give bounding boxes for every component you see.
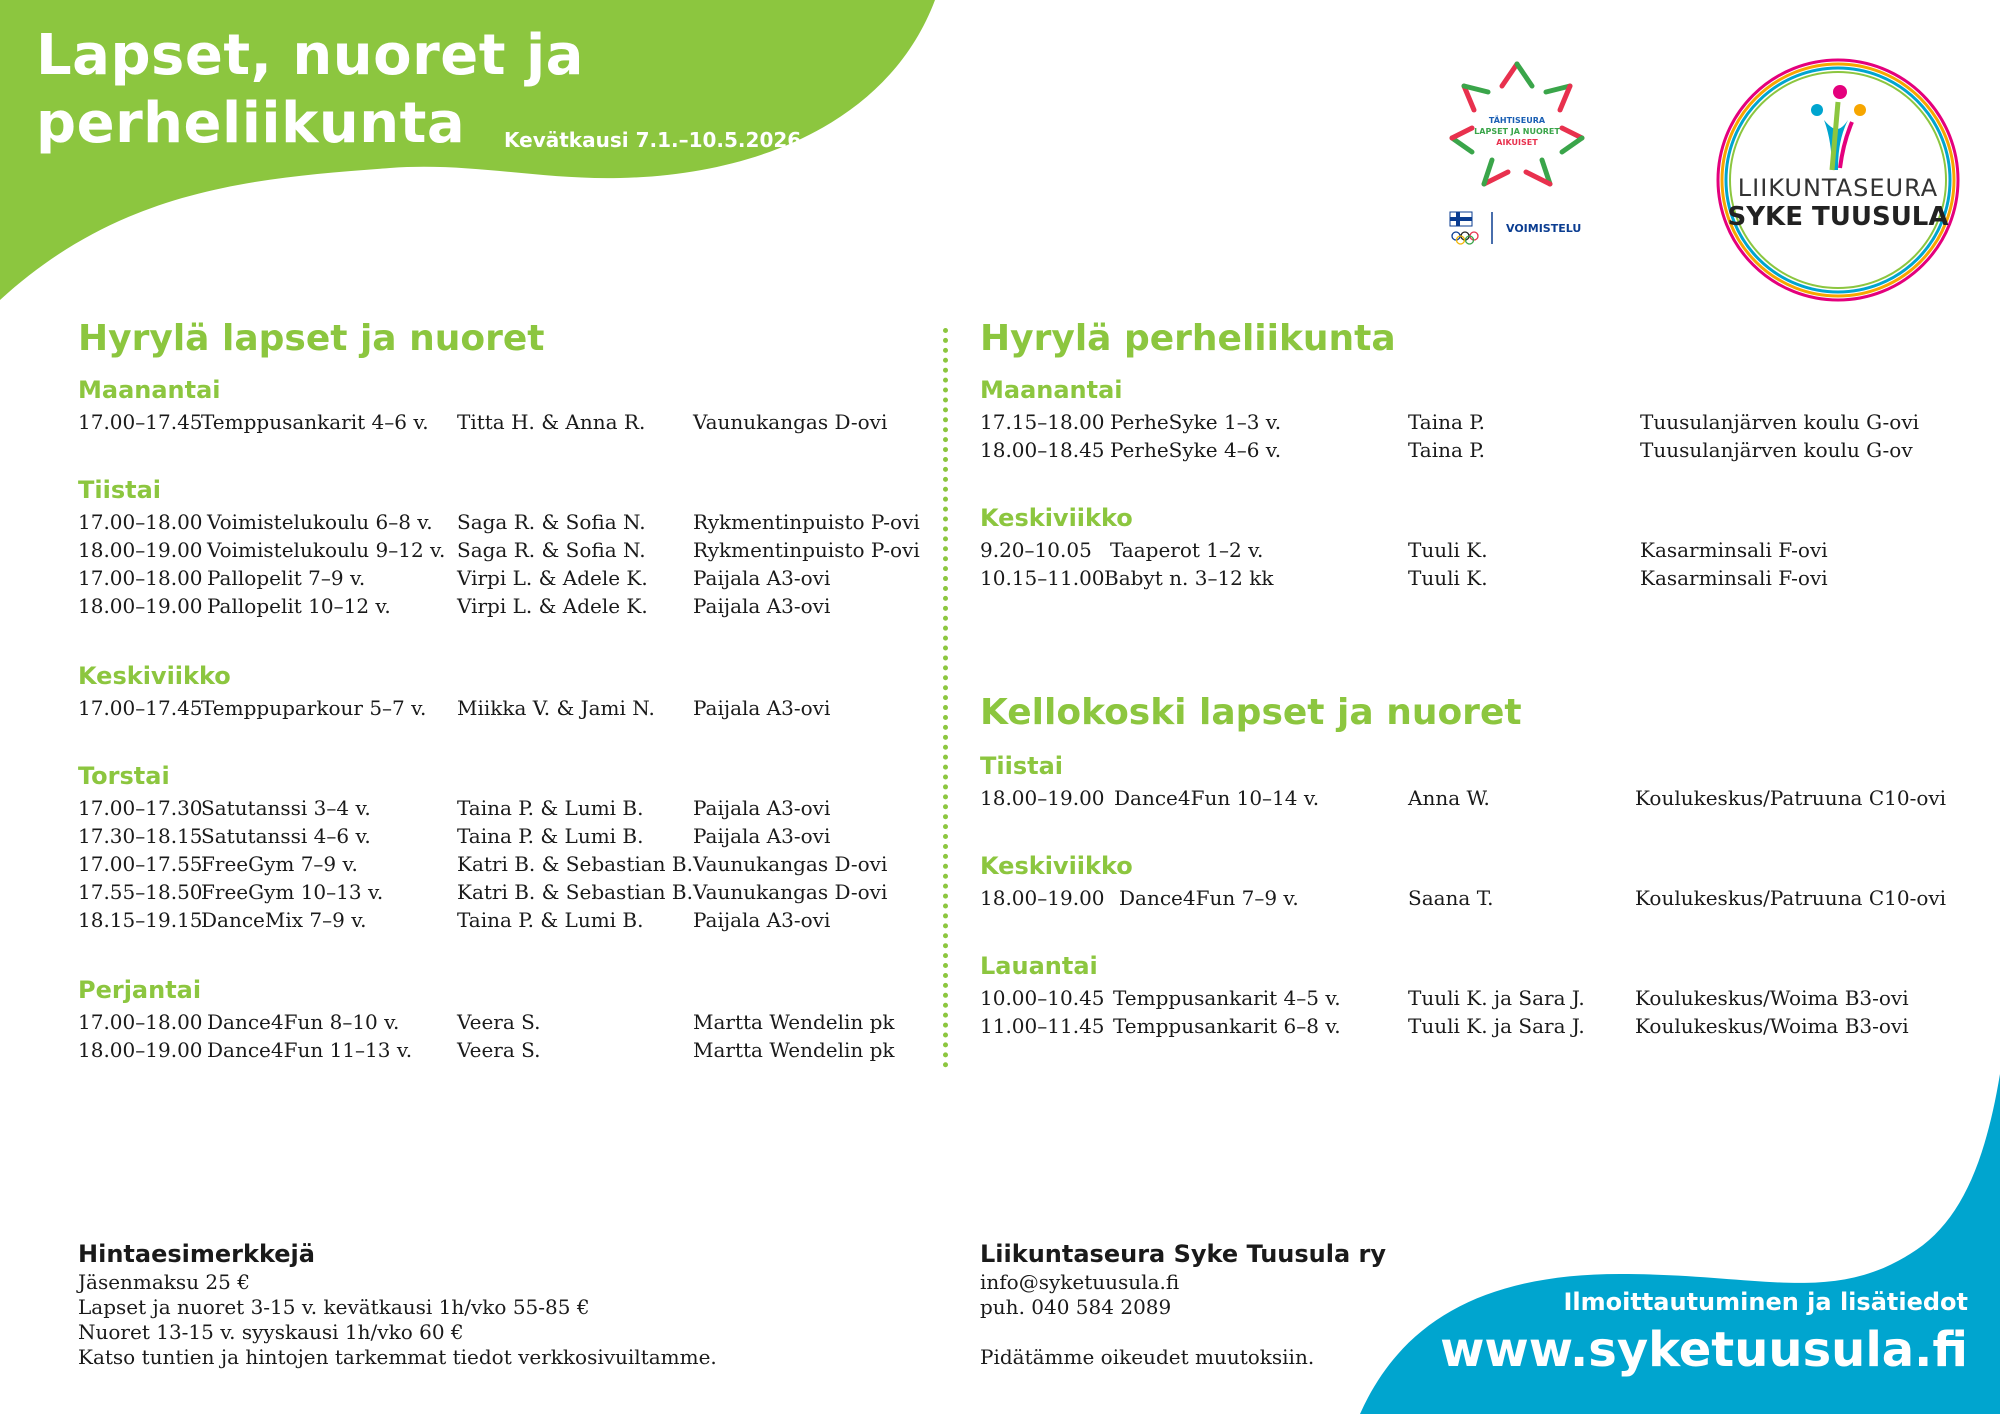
row-place: Vaunukangas D-ovi — [693, 852, 888, 876]
row-activity: Satutanssi 3–4 v. — [201, 796, 371, 820]
column-divider — [943, 328, 948, 1068]
star-text-3: AIKUISET — [1496, 138, 1538, 147]
row-activity: Dance4Fun 10–14 v. — [1114, 786, 1320, 810]
row-time: 17.00–18.00 — [78, 1010, 203, 1034]
voimistelu-text: VOIMISTELU — [1506, 222, 1582, 235]
row-instructor: Titta H. & Anna R. — [457, 410, 646, 434]
row-instructor: Taina P. & Lumi B. — [457, 908, 644, 932]
row-instructor: Saga R. & Sofia N. — [457, 510, 646, 534]
row-activity: DanceMix 7–9 v. — [201, 908, 367, 932]
row-place: Martta Wendelin pk — [693, 1010, 895, 1034]
row-activity: Temppusankarit 4–6 v. — [201, 410, 429, 434]
voimistelu-logo — [1448, 208, 1588, 248]
page-title — [36, 22, 584, 159]
website-link[interactable]: www.syketuusula.fi — [1440, 1322, 1968, 1378]
row-instructor: Anna W. — [1408, 786, 1490, 810]
row-instructor: Saga R. & Sofia N. — [457, 538, 646, 562]
row-time: 18.00–19.00 — [980, 886, 1105, 910]
day-heading: Maanantai — [980, 376, 1123, 404]
row-place: Paijala A3-ovi — [693, 908, 831, 932]
row-activity: Taaperot 1–2 v. — [1110, 538, 1264, 562]
contact-heading: Liikuntaseura Syke Tuusula ry — [980, 1240, 1386, 1268]
row-time: 18.00–19.00 — [78, 1038, 203, 1062]
day-heading: Torstai — [78, 762, 170, 790]
row-place: Paijala A3-ovi — [693, 696, 831, 720]
prices-heading: Hintaesimerkkejä — [78, 1240, 315, 1268]
row-activity: FreeGym 10–13 v. — [201, 880, 384, 904]
row-place: Rykmentinpuisto P-ovi — [693, 510, 920, 534]
row-activity: Pallopelit 7–9 v. — [207, 566, 366, 590]
season-dates: Kevätkausi 7.1.–10.5.2026 — [504, 128, 802, 152]
day-heading: Keskiviikko — [78, 662, 231, 690]
row-activity: Babyt n. 3–12 kk — [1104, 566, 1274, 590]
row-instructor: Virpi L. & Adele K. — [457, 594, 648, 618]
row-activity: FreeGym 7–9 v. — [201, 852, 358, 876]
disclaimer: Pidätämme oikeudet muutoksiin. — [980, 1345, 1315, 1369]
row-time: 11.00–11.45 — [980, 1014, 1105, 1038]
row-time: 17.00–17.45 — [78, 696, 203, 720]
row-instructor: Tuuli K. — [1408, 566, 1488, 590]
row-time: 17.15–18.00 — [980, 410, 1105, 434]
row-time: 18.00–19.00 — [78, 538, 203, 562]
title-line-1: Lapset, nuoret ja — [36, 23, 584, 88]
row-activity: Pallopelit 10–12 v. — [207, 594, 391, 618]
row-place: Koulukeskus/Woima B3-ovi — [1635, 986, 1909, 1010]
row-activity: Dance4Fun 8–10 v. — [207, 1010, 400, 1034]
club-logo — [1714, 56, 1962, 304]
row-instructor: Taina P. & Lumi B. — [457, 796, 644, 820]
row-place: Tuusulanjärven koulu G-ov — [1640, 438, 1913, 462]
row-instructor: Taina P. — [1408, 410, 1486, 434]
price-line: Katso tuntien ja hintojen tarkemmat tiedot verkkosivuiltamme. — [78, 1345, 717, 1369]
row-place: Paijala A3-ovi — [693, 796, 831, 820]
row-place: Paijala A3-ovi — [693, 594, 831, 618]
row-time: 17.00–18.00 — [78, 566, 203, 590]
row-place: Koulukeskus/Patruuna C10-ovi — [1635, 786, 1947, 810]
section-title-kellokoski-kids: Kellokoski lapset ja nuoret — [980, 692, 1522, 733]
row-place: Vaunukangas D-ovi — [693, 410, 888, 434]
day-heading: Keskiviikko — [980, 504, 1133, 532]
row-place: Koulukeskus/Patruuna C10-ovi — [1635, 886, 1947, 910]
row-place: Kasarminsali F-ovi — [1640, 538, 1828, 562]
row-time: 17.00–17.30 — [78, 796, 203, 820]
row-instructor: Taina P. — [1408, 438, 1486, 462]
row-activity: Voimistelukoulu 9–12 v. — [207, 538, 446, 562]
row-time: 18.00–19.00 — [980, 786, 1105, 810]
contact-email[interactable]: info@syketuusula.fi — [980, 1270, 1180, 1294]
row-instructor: Tuuli K. — [1408, 538, 1488, 562]
club-name-line-1: LIIKUNTASEURA — [1737, 174, 1939, 202]
club-name-line-2: SYKE TUUSULA — [1727, 202, 1949, 232]
row-activity: Satutanssi 4–6 v. — [201, 824, 371, 848]
row-time: 17.00–17.45 — [78, 410, 203, 434]
row-instructor: Katri B. & Sebastian B. — [457, 880, 693, 904]
row-place: Paijala A3-ovi — [693, 566, 831, 590]
row-activity: PerheSyke 1–3 v. — [1110, 410, 1282, 434]
row-time: 17.00–18.00 — [78, 510, 203, 534]
row-activity: Temppusankarit 4–5 v. — [1113, 986, 1341, 1010]
row-instructor: Taina P. & Lumi B. — [457, 824, 644, 848]
row-place: Vaunukangas D-ovi — [693, 880, 888, 904]
row-instructor: Tuuli K. ja Sara J. — [1408, 986, 1585, 1010]
row-instructor: Tuuli K. ja Sara J. — [1408, 1014, 1585, 1038]
row-place: Rykmentinpuisto P-ovi — [693, 538, 920, 562]
row-place: Paijala A3-ovi — [693, 824, 831, 848]
row-time: 9.20–10.05 — [980, 538, 1092, 562]
row-time: 17.30–18.15 — [78, 824, 203, 848]
row-activity: Dance4Fun 7–9 v. — [1119, 886, 1299, 910]
row-instructor: Katri B. & Sebastian B. — [457, 852, 693, 876]
row-time: 10.00–10.45 — [980, 986, 1105, 1010]
row-activity: Voimistelukoulu 6–8 v. — [207, 510, 433, 534]
row-instructor: Virpi L. & Adele K. — [457, 566, 648, 590]
row-instructor: Saana T. — [1408, 886, 1494, 910]
row-activity: Temppusankarit 6–8 v. — [1113, 1014, 1341, 1038]
row-time: 17.55–18.50 — [78, 880, 203, 904]
row-activity: Dance4Fun 11–13 v. — [207, 1038, 413, 1062]
row-activity: PerheSyke 4–6 v. — [1110, 438, 1282, 462]
row-place: Koulukeskus/Woima B3-ovi — [1635, 1014, 1909, 1038]
price-line: Lapset ja nuoret 3-15 v. kevätkausi 1h/vko 55-85 € — [78, 1295, 590, 1319]
prices-list — [78, 1270, 717, 1370]
row-instructor: Veera S. — [457, 1038, 541, 1062]
section-title-hyryla-family: Hyrylä perheliikunta — [980, 318, 1396, 359]
registration-label: Ilmoittautuminen ja lisätiedot — [1563, 1288, 1968, 1316]
day-heading: Tiistai — [980, 752, 1064, 780]
title-line-2: perheliikunta — [36, 91, 466, 157]
row-place: Kasarminsali F-ovi — [1640, 566, 1828, 590]
row-activity: Temppuparkour 5–7 v. — [201, 696, 427, 720]
price-line: Nuoret 13-15 v. syyskausi 1h/vko 60 € — [78, 1320, 464, 1344]
row-place: Martta Wendelin pk — [693, 1038, 895, 1062]
day-heading: Tiistai — [78, 476, 162, 504]
row-time: 18.00–19.00 — [78, 594, 203, 618]
row-place: Tuusulanjärven koulu G-ovi — [1640, 410, 1920, 434]
row-time: 10.15–11.00 — [980, 566, 1105, 590]
day-heading: Lauantai — [980, 952, 1098, 980]
star-text-2: LAPSET JA NUORET — [1474, 127, 1560, 136]
tahtiseura-logo — [1442, 56, 1592, 200]
day-heading: Maanantai — [78, 376, 221, 404]
contact-phone: puh. 040 584 2089 — [980, 1295, 1172, 1319]
price-line: Jäsenmaksu 25 € — [78, 1270, 250, 1294]
finnish-flag-olympic-rings-icon — [1448, 208, 1502, 248]
contact-info — [980, 1270, 1314, 1370]
section-title-hyryla-kids: Hyrylä lapset ja nuoret — [78, 318, 545, 359]
row-time: 18.15–19.15 — [78, 908, 203, 932]
row-time: 18.00–18.45 — [980, 438, 1105, 462]
row-instructor: Miikka V. & Jami N. — [457, 696, 655, 720]
day-heading: Perjantai — [78, 976, 202, 1004]
row-instructor: Veera S. — [457, 1010, 541, 1034]
star-text-1: TÄHTISEURA — [1488, 116, 1546, 125]
row-time: 17.00–17.55 — [78, 852, 203, 876]
day-heading: Keskiviikko — [980, 852, 1133, 880]
